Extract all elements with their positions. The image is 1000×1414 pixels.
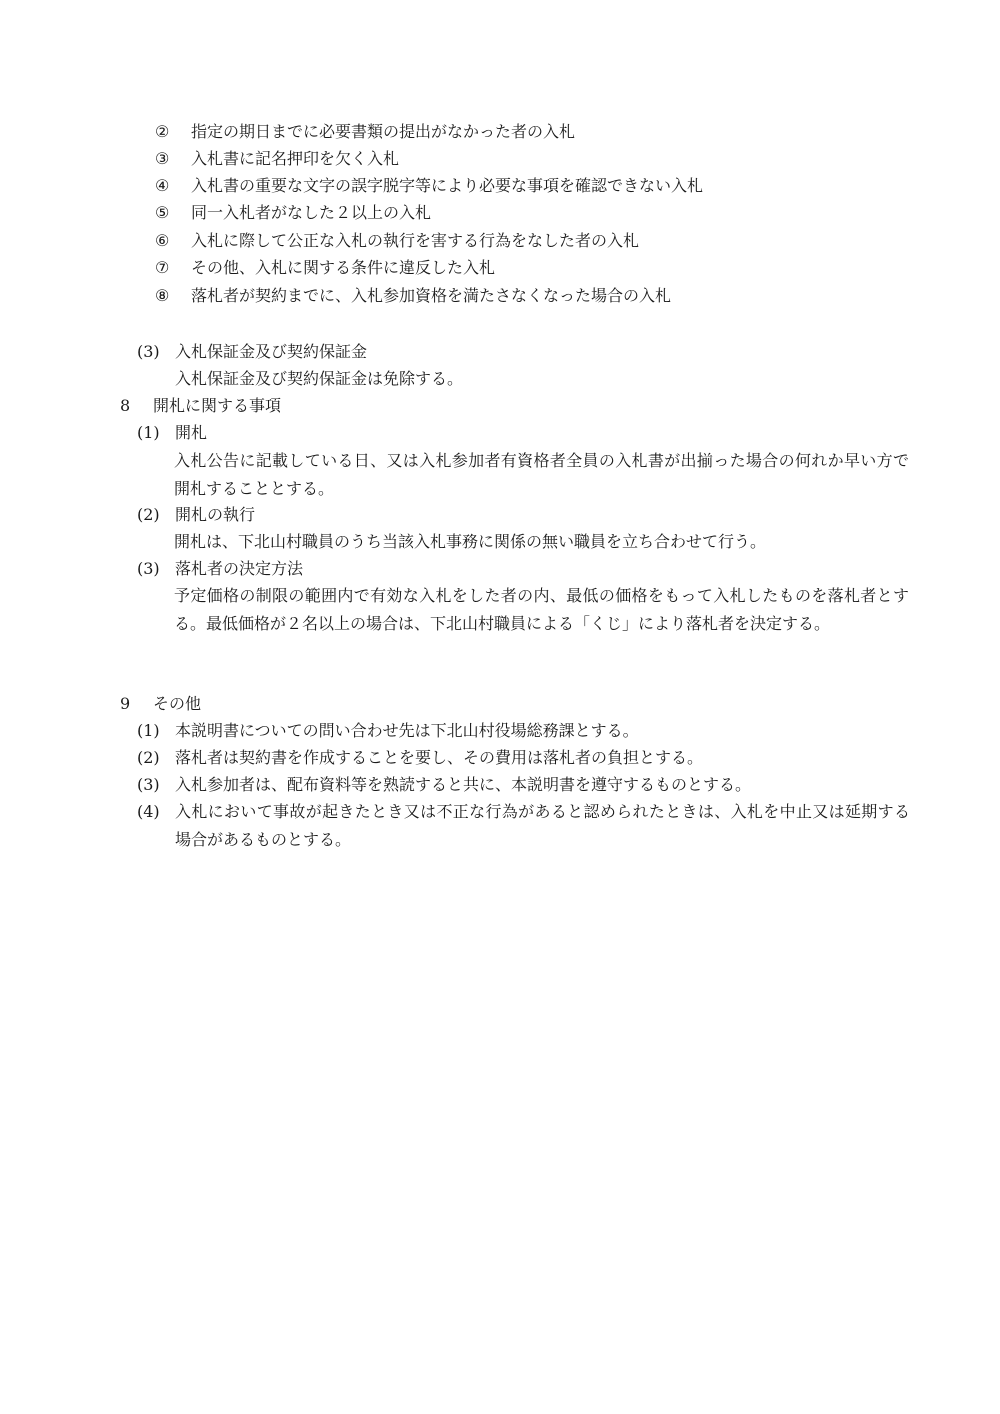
subsection-heading: 落札者の決定方法 bbox=[175, 559, 304, 578]
item-number: (1) bbox=[137, 423, 160, 442]
item-text: 落札者は契約書を作成することを要し、その費用は落札者の負担とする。 bbox=[175, 748, 704, 767]
item-text: その他、入札に関する条件に違反した入札 bbox=[191, 258, 496, 277]
list-item bbox=[137, 744, 897, 771]
list-item bbox=[155, 118, 855, 145]
list-item bbox=[155, 282, 855, 309]
list-item bbox=[137, 717, 897, 744]
item-number: ② bbox=[155, 122, 170, 141]
section-number: 9 bbox=[120, 694, 131, 713]
item-number: ⑦ bbox=[155, 258, 170, 277]
list-item bbox=[155, 199, 855, 226]
item-text: 入札参加者は、配布資料等を熟読すると共に、本説明書を遵守するものとする。 bbox=[175, 775, 752, 794]
list-item bbox=[155, 172, 855, 199]
item-number: ④ bbox=[155, 176, 170, 195]
subsection-heading-line bbox=[137, 555, 537, 582]
list-item bbox=[155, 254, 855, 281]
item-number: ⑤ bbox=[155, 203, 170, 222]
item-number: ③ bbox=[155, 149, 170, 168]
item-number: ⑧ bbox=[155, 286, 170, 305]
item-text: 入札において事故が起きたとき又は不正な行為があると認められたときは、入札を中止又は延期する場合があるものとする。 bbox=[175, 802, 910, 849]
subsection-heading-line bbox=[137, 501, 537, 528]
item-text: 落札者が契約までに、入札参加資格を満たさなくなった場合の入札 bbox=[191, 286, 672, 305]
item-number: (3) bbox=[137, 559, 160, 578]
subsection-heading: 開札 bbox=[175, 423, 208, 442]
deposit-heading: 入札保証金及び契約保証金 bbox=[175, 342, 368, 361]
item-number: (4) bbox=[137, 802, 160, 821]
subsection-body: 入札公告に記載している日、又は入札参加者有資格者全員の入札書が出揃った場合の何れか早い方で開札することとする。 bbox=[174, 451, 909, 498]
item-number: (3) bbox=[137, 342, 160, 361]
item-text: 本説明書についての問い合わせ先は下北山村役場総務課とする。 bbox=[175, 721, 639, 740]
item-number: (2) bbox=[137, 748, 160, 767]
list-item bbox=[155, 145, 855, 172]
item-number: (2) bbox=[137, 505, 160, 524]
section-8-heading-line bbox=[120, 392, 520, 419]
section-heading: 開札に関する事項 bbox=[153, 396, 282, 415]
list-item bbox=[155, 227, 855, 254]
item-text: 入札書に記名押印を欠く入札 bbox=[191, 149, 400, 168]
subsection-heading-line bbox=[137, 419, 537, 446]
section-9-heading-line bbox=[120, 690, 520, 717]
subsection-body: 予定価格の制限の範囲内で有効な入札をした者の内、最低の価格をもって入札したものを落札者とする。最低価格が２名以上の場合は、下北山村職員による「くじ」により落札者を決定する。 bbox=[174, 586, 909, 633]
item-text: 入札に際して公正な入札の執行を害する行為をなした者の入札 bbox=[191, 231, 640, 250]
item-number: (1) bbox=[137, 721, 160, 740]
section-number: 8 bbox=[120, 396, 131, 415]
list-item bbox=[137, 771, 897, 798]
item-text: 同一入札者がなした２以上の入札 bbox=[191, 203, 432, 222]
item-text: 指定の期日までに必要書類の提出がなかった者の入札 bbox=[191, 122, 576, 141]
item-number: (3) bbox=[137, 775, 160, 794]
item-number: ⑥ bbox=[155, 231, 170, 250]
deposit-body: 入札保証金及び契約保証金は免除する。 bbox=[175, 369, 464, 388]
section-heading: その他 bbox=[153, 694, 202, 713]
item-text: 入札書の重要な文字の誤字脱字等により必要な事項を確認できない入札 bbox=[191, 176, 704, 195]
subsection-heading: 開札の執行 bbox=[175, 505, 256, 524]
subsection-body: 開札は、下北山村職員のうち当該入札事務に関係の無い職員を立ち合わせて行う。 bbox=[174, 532, 767, 551]
deposit-heading-line bbox=[137, 338, 537, 365]
